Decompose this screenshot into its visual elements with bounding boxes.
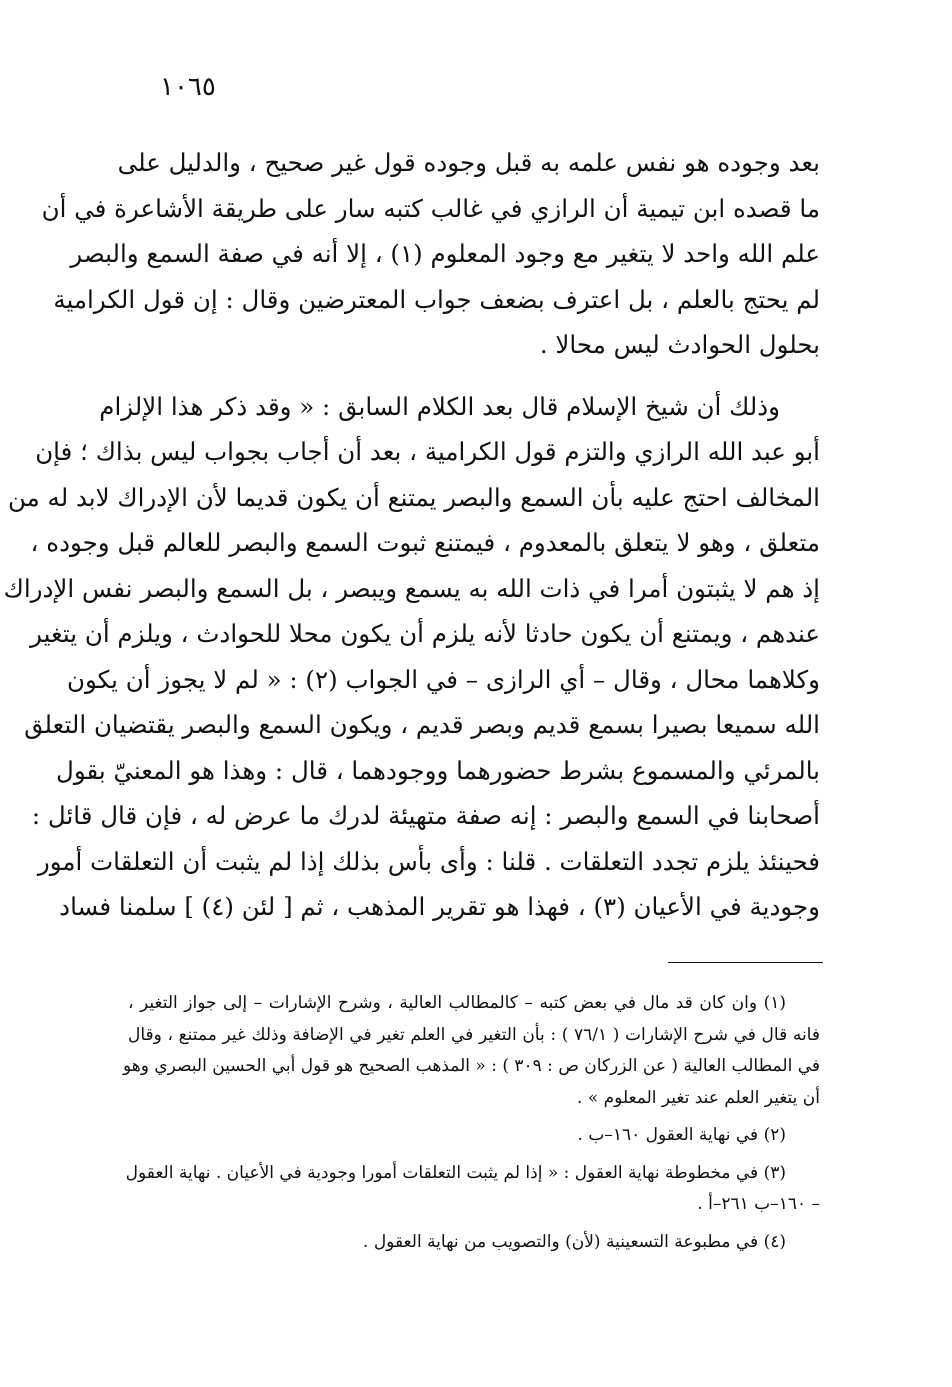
text-line: المخالف احتج عليه بأن السمع والبصر يمتنع أن يكون قديما لأن الإدراك لابد له من — [8, 482, 820, 512]
footnote-line: في المطالب العالية ( عن الزركان ص : ٣٠٩ ) : « المذهب الصحيح هو قول أبي الحسين البصري وهو — [122, 1056, 820, 1076]
text-line: وكلاهما محال ، وقال – أي الرازى – في الجواب (٢) : « لم لا يجوز أن يكون — [66, 664, 820, 694]
text-line: بعد وجوده هو نفس علمه به قبل وجوده قول غير صحيح ، والدليل على — [117, 148, 820, 177]
paragraph-gap — [128, 368, 820, 384]
text-line: أصحابنا في السمع والبصر : إنه صفة متهيئة لدرك ما عرض له ، فإن قال قائل : — [31, 801, 820, 830]
text-line: الله سميعا بصيرا بسمع قديم وبصر قديم ، ويكون السمع والبصر يقتضيان التعلق — [24, 710, 820, 739]
page-number: ١٠٦٥ — [160, 72, 216, 102]
text-line: بالمرئي والمسموع بشرط حضورهما ووجودهما ، قال : وهذا هو المعنيّ بقول — [56, 755, 820, 785]
footnote-line: أن يتغير العلم عند تغير المعلوم » . — [577, 1087, 820, 1108]
main-text — [3, 140, 820, 930]
footnote-line: (٤) في مطبوعة التسعينية (لأن) والتصويب من نهاية العقول . — [363, 1231, 786, 1252]
text-line: أبو عبد الله الرازي والتزم قول الكرامية ، بعد أن أجاب بجواب ليس بذاك ؛ فإن — [35, 437, 820, 466]
text-line: فحينئذ يلزم تجدد التعلقات . قلنا : وأى بأس بذلك إذا لم يثبت أن التعلقات أمور — [37, 846, 820, 876]
text-line: إذ هم لا يثبتون أمرا في ذات الله به يسمع ويبصر ، بل السمع والبصر نفس الإدراك — [3, 573, 820, 603]
text-line: وجودية في الأعيان (٣) ، فهذا هو تقرير المذهب ، ثم [ لئن (٤) ] سلمنا فساد — [59, 892, 820, 921]
text-line: متعلق ، وهو لا يتعلق بالمعدوم ، فيمتنع ثبوت السمع والبصر للعالم قبل وجوده ، — [30, 528, 820, 557]
footnote-line: (١) وان كان قد مال في بعض كتبه – كالمطالب العالية ، وشرح الإشارات – إلى جواز التغير ، — [128, 993, 786, 1013]
footnote-line: فانه قال في شرح الإشارات ( ٧٦/١ ) : بأن التغير في العلم تغير في الإضافة وذلك غير ممتنع ، وقال — [128, 1024, 820, 1045]
text-line: ما قصده ابن تيمية أن الرازي في غالب كتبه سار على طريقة الأشاعرة في أن — [41, 193, 820, 223]
text-line: بحلول الحوادث ليس محالا . — [539, 330, 820, 359]
footnote-line: (٢) في نهاية العقول ١٦٠–ب . — [577, 1125, 786, 1145]
text-line: وذلك أن شيخ الإسلام قال بعد الكلام السابق : « وقد ذكر هذا الإلزام — [99, 391, 780, 421]
footnote-divider — [668, 962, 823, 963]
text-line: علم الله واحد لا يتغير مع وجود المعلوم (١) ، إلا أنه في صفة السمع والبصر — [70, 239, 820, 268]
footnote-line: – ١٦٠–ب ٢٦١–أ . — [697, 1194, 820, 1214]
text-line: عندهم ، ويمتنع أن يكون حادثا لأنه يلزم أن يكون محلا للحوادث ، ويلزم أن يتغير — [30, 619, 820, 648]
footnotes — [122, 988, 820, 1258]
footnote-line: (٣) في مخطوطة نهاية العقول : « إذا لم يثبت التعلقات أمورا وجودية في الأعيان . نهاية العقول — [125, 1162, 786, 1183]
text-line: لم يحتج بالعلم ، بل اعترف بضعف جواب المعترضين وقال : إن قول الكرامية — [53, 284, 820, 314]
